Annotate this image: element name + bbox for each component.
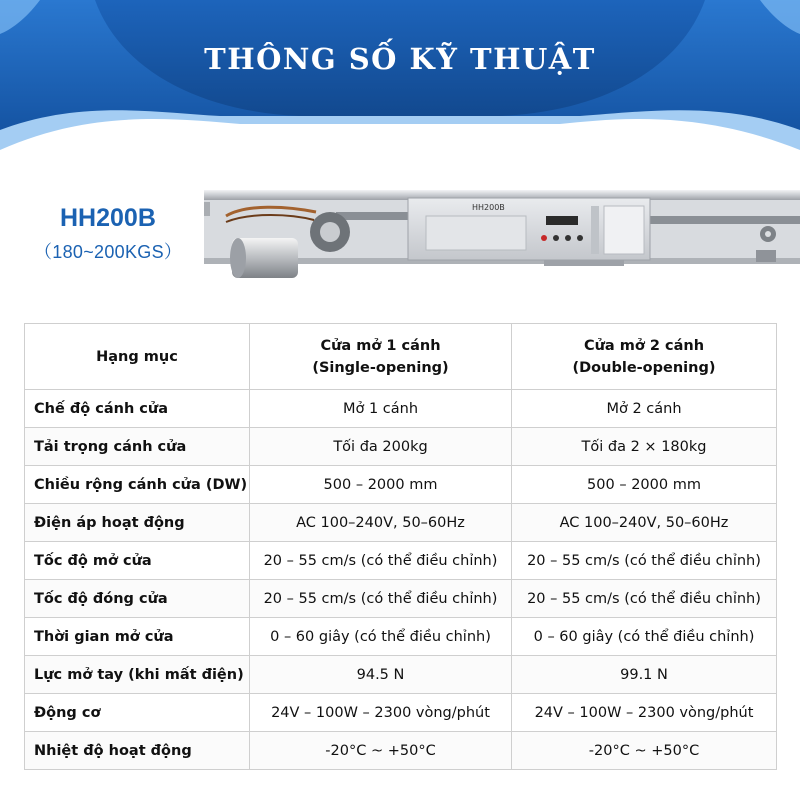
table-row <box>25 656 777 694</box>
value-single-opening: 20 – 55 cm/s (có thể điều chỉnh) <box>250 580 512 618</box>
value-double-opening: Mở 2 cánh <box>512 390 777 428</box>
page-title: THÔNG SỐ KỸ THUẬT <box>204 42 596 76</box>
value-single-opening: 0 – 60 giây (có thể điều chỉnh) <box>250 618 512 656</box>
header-double-opening: Cửa mở 2 cánh (Double-opening) <box>512 324 777 390</box>
value-single-opening: Tối đa 200kg <box>250 428 512 466</box>
banner-background <box>0 0 800 160</box>
value-single-opening: 24V – 100W – 2300 vòng/phút <box>250 694 512 732</box>
table-row <box>25 466 777 504</box>
spec-table <box>24 323 777 770</box>
row-label: Động cơ <box>25 694 250 732</box>
value-double-opening: AC 100–240V, 50–60Hz <box>512 504 777 542</box>
value-double-opening: 24V – 100W – 2300 vòng/phút <box>512 694 777 732</box>
table-row <box>25 580 777 618</box>
row-label: Điện áp hoạt động <box>25 504 250 542</box>
door-operator-image <box>196 176 800 296</box>
controller-label: HH200B <box>472 203 505 212</box>
value-single-opening: 500 – 2000 mm <box>250 466 512 504</box>
value-double-opening: 99.1 N <box>512 656 777 694</box>
value-double-opening: -20°C ~ +50°C <box>512 732 777 770</box>
header-single-opening: Cửa mở 1 cánh (Single-opening) <box>250 324 512 390</box>
table-row <box>25 732 777 770</box>
value-single-opening: 94.5 N <box>250 656 512 694</box>
table-row <box>25 504 777 542</box>
value-single-opening: AC 100–240V, 50–60Hz <box>250 504 512 542</box>
value-single-opening: -20°C ~ +50°C <box>250 732 512 770</box>
table-row <box>25 542 777 580</box>
table-row <box>25 390 777 428</box>
value-single-opening: 20 – 55 cm/s (có thể điều chỉnh) <box>250 542 512 580</box>
table-row <box>25 618 777 656</box>
product-capacity: （180~200KGS） <box>34 242 183 262</box>
row-label: Tốc độ đóng cửa <box>25 580 250 618</box>
row-label: Nhiệt độ hoạt động <box>25 732 250 770</box>
row-label: Thời gian mở cửa <box>25 618 250 656</box>
value-double-opening: 500 – 2000 mm <box>512 466 777 504</box>
table-row <box>25 428 777 466</box>
row-label: Chiều rộng cánh cửa (DW) <box>25 466 250 504</box>
value-single-opening: Mở 1 cánh <box>250 390 512 428</box>
product-model: HH200B <box>60 204 156 232</box>
value-double-opening: 20 – 55 cm/s (có thể điều chỉnh) <box>512 542 777 580</box>
row-label: Tải trọng cánh cửa <box>25 428 250 466</box>
value-double-opening: 20 – 55 cm/s (có thể điều chỉnh) <box>512 580 777 618</box>
value-double-opening: Tối đa 2 × 180kg <box>512 428 777 466</box>
row-label: Lực mở tay (khi mất điện) <box>25 656 250 694</box>
row-label: Chế độ cánh cửa <box>25 390 250 428</box>
value-double-opening: 0 – 60 giây (có thể điều chỉnh) <box>512 618 777 656</box>
table-header-row <box>25 324 777 390</box>
table-row <box>25 694 777 732</box>
header-banner <box>0 0 800 160</box>
header-item: Hạng mục <box>25 324 250 390</box>
row-label: Tốc độ mở cửa <box>25 542 250 580</box>
